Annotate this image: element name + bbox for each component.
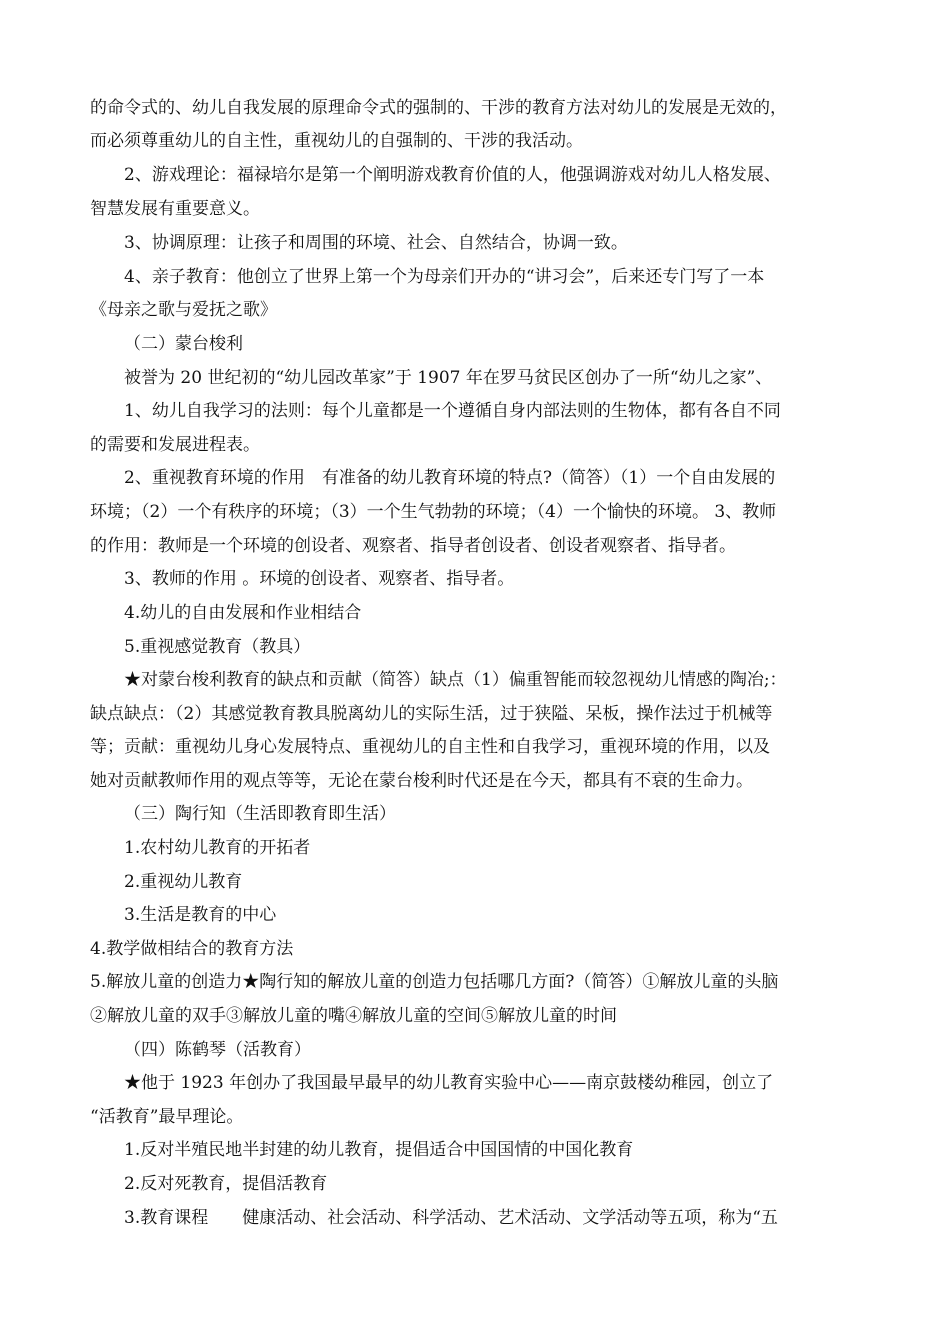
text-line: 5.重视感觉教育（教具）: [124, 637, 311, 657]
text-line: 3.生活是教育的中心: [124, 905, 277, 925]
text-line: 4.教学做相结合的教育方法: [90, 939, 294, 959]
text-line: 4.幼儿的自由发展和作业相结合: [124, 603, 362, 623]
text-line: 缺点缺点：（2）其感觉教育教具脱离幼儿的实际生活，过于狭隘、呆板，操作法过于机械等: [90, 704, 773, 724]
text-line: ②解放儿童的双手③解放儿童的嘴④解放儿童的空间⑤解放儿童的时间: [90, 1006, 617, 1026]
text-line: 2、游戏理论：福禄培尔是第一个阐明游戏教育价值的人，他强调游戏对幼儿人格发展、: [124, 165, 781, 185]
text-line: 1.反对半殖民地半封建的幼儿教育，提倡适合中国国情的中国化教育: [124, 1140, 634, 1160]
text-line: 而必须尊重幼儿的自主性，重视幼儿的自强制的、干涉的我活动。: [90, 131, 583, 151]
text-line: 2.反对死教育，提倡活教育: [124, 1174, 328, 1194]
text-line: 2、重视教育环境的作用 有准备的幼儿教育环境的特点?（简答）（1）一个自由发展的: [124, 468, 776, 488]
text-line: 她对贡献教师作用的观点等等，无论在蒙台梭利时代还是在今天，都具有不衰的生命力。: [90, 771, 753, 791]
text-line: 的需要和发展进程表。: [90, 435, 260, 455]
text-line: 环境；（2）一个有秩序的环境；（3）一个生气勃勃的环境；（4）一个愉快的环境。 3、教师: [90, 502, 777, 522]
text-line: 2.重视幼儿教育: [124, 872, 243, 892]
text-line: ★他于 1923 年创办了我国最早最早的幼儿教育实验中心——南京鼓楼幼稚园，创立了: [124, 1073, 774, 1093]
text-line: 3.教育课程 健康活动、社会活动、科学活动、艺术活动、文学活动等五项，称为“五: [124, 1208, 778, 1228]
text-line: 的作用：教师是一个环境的创设者、观察者、指导者创设者、创设者观察者、指导者。: [90, 536, 736, 556]
text-line: “活教育”最早理论。: [90, 1107, 244, 1127]
text-line: 1.农村幼儿教育的开拓者: [124, 838, 311, 858]
text-line: 的命令式的、幼儿自我发展的原理命令式的强制的、干涉的教育方法对幼儿的发展是无效的，: [90, 98, 787, 118]
text-line: 《母亲之歌与爱抚之歌》: [90, 300, 277, 320]
text-line: 5.解放儿童的创造力★陶行知的解放儿童的创造力包括哪几方面?（简答）①解放儿童的头脑: [90, 972, 779, 992]
text-line: 等；贡献：重视幼儿身心发展特点、重视幼儿的自主性和自我学习，重视环境的作用，以及: [90, 737, 770, 757]
section-heading: （三）陶行知（生活即教育即生活）: [124, 804, 396, 824]
text-line: 智慧发展有重要意义。: [90, 199, 260, 219]
text-line: ★对蒙台梭利教育的缺点和贡献（简答）缺点（1）偏重智能而较忽视幼儿情感的陶冶;：: [124, 670, 787, 690]
text-line: 1、幼儿自我学习的法则：每个儿童都是一个遵循自身内部法则的生物体，都有各自不同: [124, 401, 781, 421]
section-heading: （二）蒙台梭利: [124, 334, 243, 354]
text-line: 3、教师的作用 。环境的创设者、观察者、指导者。: [124, 569, 515, 589]
text-line: 3、协调原理：让孩子和周围的环境、社会、自然结合，协调一致。: [124, 233, 628, 253]
text-line: 4、亲子教育：他创立了世界上第一个为母亲们开办的“讲习会”，后来还专门写了一本: [124, 267, 765, 287]
section-heading: （四）陈鹤琴（活教育）: [124, 1040, 311, 1060]
text-line: 被誉为 20 世纪初的“幼儿园改革家”于 1907 年在罗马贫民区创办了一所“幼儿之家”、: [124, 368, 773, 388]
